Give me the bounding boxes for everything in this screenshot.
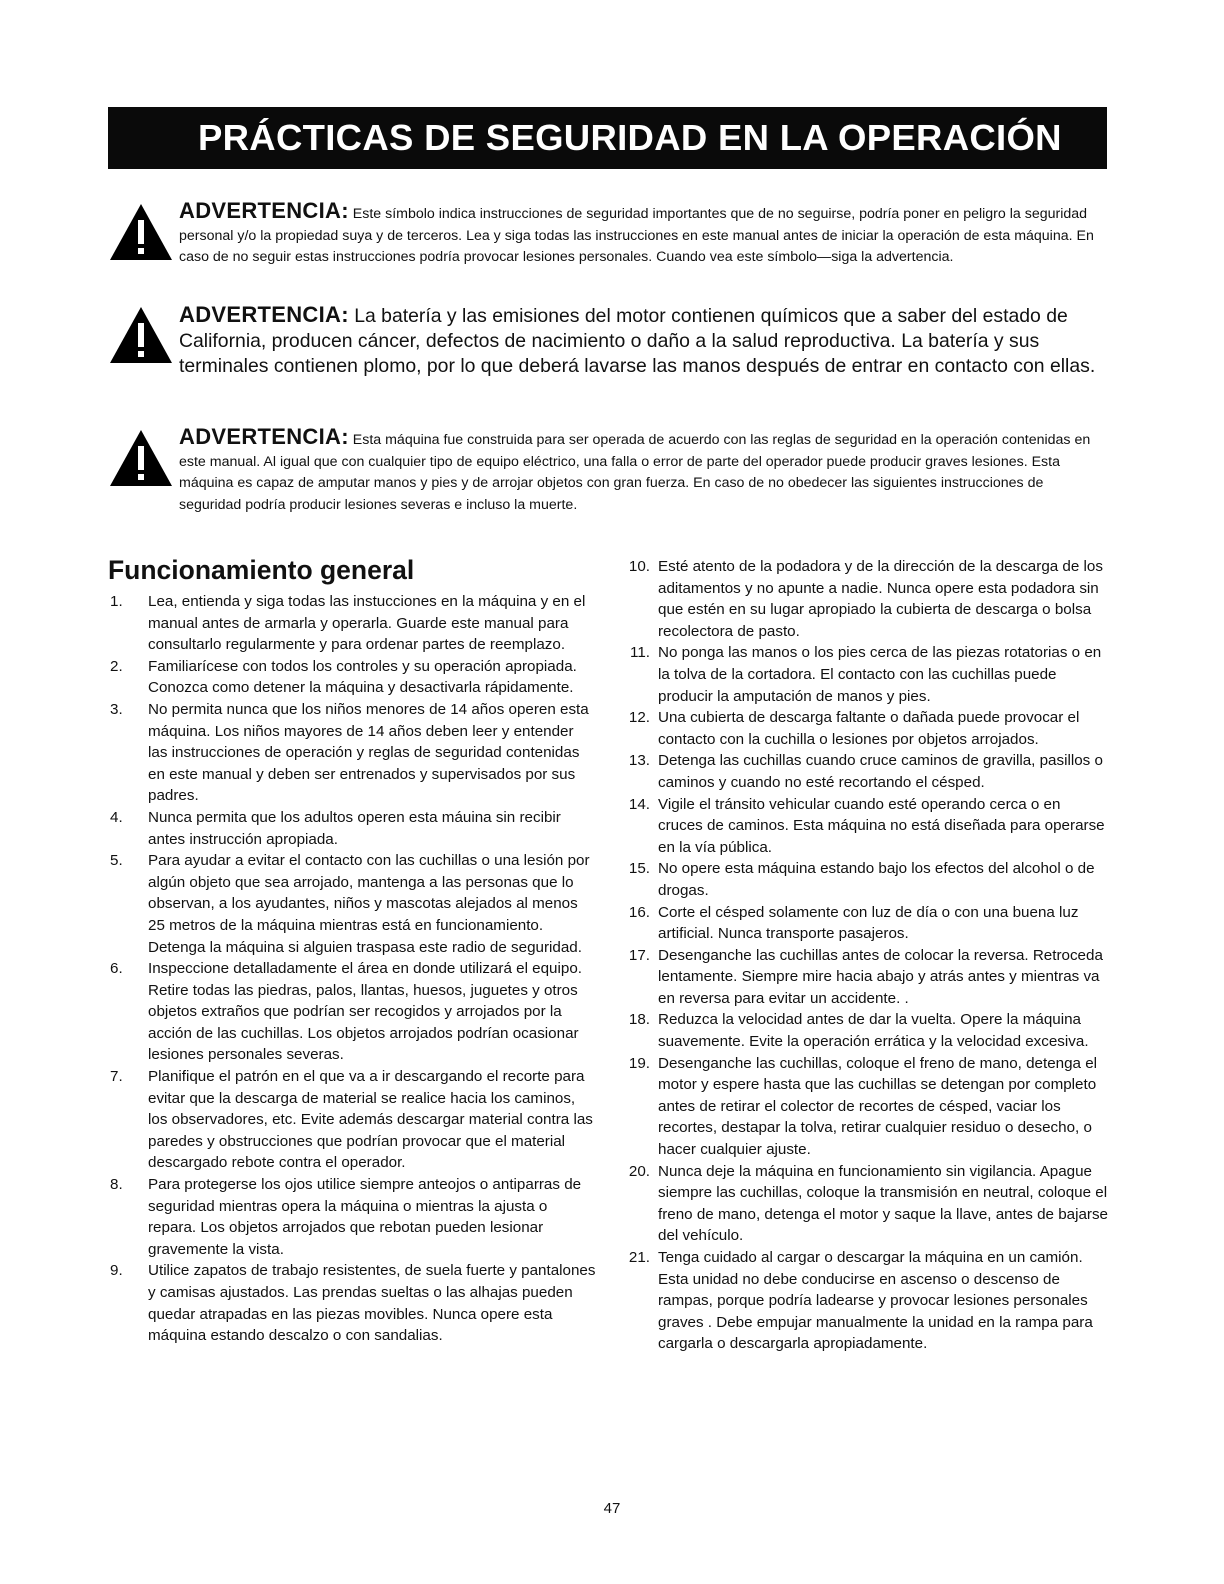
page-number: 47 (603, 1500, 621, 1517)
item-text: Desenganche las cuchillas antes de colocar la reversa. Retroceda lentamente. Siempre mire hacia abajo y atrás antes y mientras va en reversa para evitar un accidente. . (658, 946, 1103, 1007)
item-text: Esté atento de la podadora y de la dirección de la descarga de los aditamentos y no apunte a nadie. Nunca opere esta podadora sin que estén en su lugar apropiado la cubierta de descarga o bolsa recolectora de pasto. (658, 558, 1103, 640)
item-number: 4. (110, 808, 123, 826)
item-text: Tenga cuidado al cargar o descargar la máquina en un camión. Esta unidad no debe conducirse en ascenso o descenso de rampas, porque podría ladearse y provocar lesiones personales graves . Debe empujar manualmente la unidad en la rampa para cargarla o descargarla apropiadamente. (658, 1249, 1093, 1353)
item-number: 19. (628, 1054, 650, 1072)
list-item (108, 958, 596, 1066)
item-number: 12. (628, 709, 650, 727)
item-text: Inspeccione detalladamente el área en donde utilizará el equipo. Retire todas las piedras, palos, llantas, huesos, juguetes y otros objetos extraños que podrían ser recogidos y arrojados por la acción de las cuchillas. Los objetos arrojados podrían ocasionar lesiones personales severas. (148, 960, 582, 1064)
list-item (618, 794, 1108, 859)
warning-body: La batería y las emisiones del motor contienen químicos que a saber del estado de California, producen cáncer, defectos de nacimiento o daño a la salud reproductiva. La batería y sus terminales contienen plomo, por lo que deberá lavarse las manos después de entrar en contacto con ellas. (179, 305, 1096, 377)
warning-body: Esta máquina fue construida para ser operada de acuerdo con las reglas de seguridad en la operación contenidas en este manual. Al igual que con cualquier tipo de equipo eléctrico, una falla o error de parte del operador puede producir graves lesiones. Esta máquina es capaz de amputar manos y pies y de arrojar objetos con gran fuerza. En caso de no obedecer las siguientes instrucciones de seguridad podría producir lesiones severas e incluso la muerte. (179, 432, 1091, 513)
warning-icon (108, 202, 174, 262)
warning-text (179, 303, 1104, 378)
item-number: 13. (628, 752, 650, 770)
list-item (618, 858, 1108, 901)
page-title-banner (108, 107, 1107, 169)
item-text: Para protegerse los ojos utilice siempre anteojos o antiparras de seguridad mientras opera la máquina o mientras la ajusta o repara. Los objetos arrojados que rebotan pueden lesionar gravemente la vista. (148, 1176, 582, 1258)
list-item (108, 699, 596, 807)
item-number: 20. (628, 1162, 650, 1180)
item-number: 5. (110, 852, 123, 870)
item-text: Reduzca la velocidad antes de dar la vuelta. Opere la máquina suavemente. Evite la operación errática y la velocidad excesiva. (658, 1011, 1089, 1051)
item-text: Nunca deje la máquina en funcionamiento sin vigilancia. Apague siempre las cuchillas, coloque la transmisión en neutral, coloque el freno de mano, detenga el motor y saque la llave, antes de bajarse del vehículo. (658, 1162, 1109, 1245)
item-number: 21. (628, 1249, 650, 1266)
item-text: Vigile el tránsito vehicular cuando esté operando cerca o en cruces de caminos. Esta máquina no está diseñada para operarse en la vía pública. (658, 795, 1105, 856)
list-item (108, 807, 596, 850)
item-number: 8. (110, 1176, 123, 1194)
list-item (108, 656, 596, 699)
item-text: No permita nunca que los niños menores de 14 años operen esta máquina. Los niños mayores de 14 años deben leer y entender las instrucciones de operación y reglas de seguridad contenidas en este manual y deben ser entrenados y supervisados por sus padres. (148, 700, 589, 805)
list-item (618, 556, 1108, 642)
item-number: 7. (110, 1068, 123, 1086)
item-text: Utilice zapatos de trabajo resistentes, de suela fuerte y pantalones y camisas ajustados. Las prendas sueltas o las alhajas pueden quedar atrapadas en las piezas movibles. Nunca opere esta máquina estando descalzo o con sandalias. (148, 1262, 596, 1345)
item-text: No opere esta máquina estando bajo los efectos del alcohol o de drogas. (658, 860, 1095, 899)
warning-text (179, 200, 1104, 269)
list-item (108, 1066, 596, 1174)
item-text: Corte el césped solamente con luz de día o con una buena luz artificial. Nunca transporte pasajeros. (658, 903, 1079, 943)
item-number: 18. (628, 1011, 650, 1029)
list-item (618, 1247, 1108, 1355)
item-text: No ponga las manos o los pies cerca de las piezas rotatorias o en la tolva de la cortadora. El contacto con las cuchillas puede producir la amputación de manos y pies. (658, 644, 1102, 705)
warning-label: ADVERTENCIA: (179, 302, 349, 327)
item-number: 14. (628, 795, 650, 813)
section-heading: Funcionamiento general (108, 555, 415, 585)
warning-label: ADVERTENCIA: (179, 424, 349, 449)
list-item (108, 591, 596, 656)
warning-block-2 (108, 303, 1104, 378)
item-number: 1. (110, 593, 123, 610)
item-number: 17. (628, 946, 650, 964)
warning-icon (108, 428, 174, 488)
list-item (618, 1053, 1108, 1161)
list-item (618, 945, 1108, 1010)
list-item (618, 902, 1108, 945)
item-number: 15. (628, 860, 650, 878)
list-item (618, 1009, 1108, 1052)
item-text: Familiarícese con todos los controles y su operación apropiada. Conozca como detener la máquina y desactivarla rápidamente. (148, 657, 577, 697)
instructions-list-right (618, 556, 1108, 1355)
list-item (108, 850, 596, 958)
list-item (618, 707, 1108, 750)
item-text: Una cubierta de descarga faltante o dañada puede provocar el contacto con la cuchilla o lesiones por objetos arrojados. (658, 709, 1080, 748)
item-text: Nunca permita que los adultos operen esta máuina sin recibir antes instrucción apropiada. (148, 808, 561, 848)
item-text: Detenga las cuchillas cuando cruce caminos de gravilla, pasillos o caminos y cuando no esté recortando el césped. (658, 752, 1103, 791)
item-text: Para ayudar a evitar el contacto con las cuchillas o una lesión por algún objeto que sea arrojado, mantenga a las personas que lo observan, a los ayudantes, niños y mascotas alejados al menos 25 metros de la máquina mientras está en funcionamiento. Detenga la máquina si alguien traspasa este radio de seguridad. (148, 852, 590, 956)
list-item (618, 1161, 1108, 1247)
item-number: 16. (628, 903, 650, 921)
list-item (108, 1260, 596, 1346)
warning-block-3 (108, 426, 1104, 516)
item-number: 3. (110, 700, 123, 718)
item-number: 9. (110, 1262, 123, 1280)
item-text: Desenganche las cuchillas, coloque el freno de mano, detenga el motor y espere hasta que las cuchillas se detengan por completo antes de retirar el colector de recortes de césped, vaciar los recortes, destapar la tolva, retirar cualquier residuo o desecho, o hacer cualquier ajuste. (658, 1054, 1098, 1159)
warning-text (179, 426, 1104, 516)
item-number: 6. (110, 960, 123, 978)
warning-block-1 (108, 200, 1104, 269)
list-item (108, 1174, 596, 1260)
item-number: 11. (630, 644, 650, 662)
instructions-list-left (108, 591, 596, 1347)
warning-body: Este símbolo indica instrucciones de seguridad importantes que de no seguirse, podría poner en peligro la seguridad personal y/o la propiedad suya y de terceros. Lea y siga todas las instrucciones en este manual antes de iniciar la operación de esta máquina. En caso de no seguir estas instrucciones podría provocar lesiones personales. Cuando vea este símbolo—siga la advertencia. (179, 206, 1094, 266)
item-text: Lea, entienda y siga todas las instucciones en la máquina y en el manual antes de armarla y operarla. Guarde este manual para consultarlo regularmente y para ordenar partes de reemplazo. (148, 593, 586, 654)
warning-label: ADVERTENCIA: (179, 198, 349, 223)
warning-icon (108, 305, 174, 365)
item-number: 10. (628, 558, 650, 575)
item-number: 2. (110, 657, 123, 675)
list-item (618, 750, 1108, 793)
list-item (618, 642, 1108, 707)
page-title: PRÁCTICAS DE SEGURIDAD EN LA OPERACIÓN (198, 117, 1062, 158)
item-text: Planifique el patrón en el que va a ir descargando el recorte para evitar que la descarga de material se realice hacia los caminos, los observadores, etc. Evite además descargar material contra las paredes y obstrucciones que podrían provocar que el material descargado rebote contra el operador. (148, 1068, 593, 1172)
